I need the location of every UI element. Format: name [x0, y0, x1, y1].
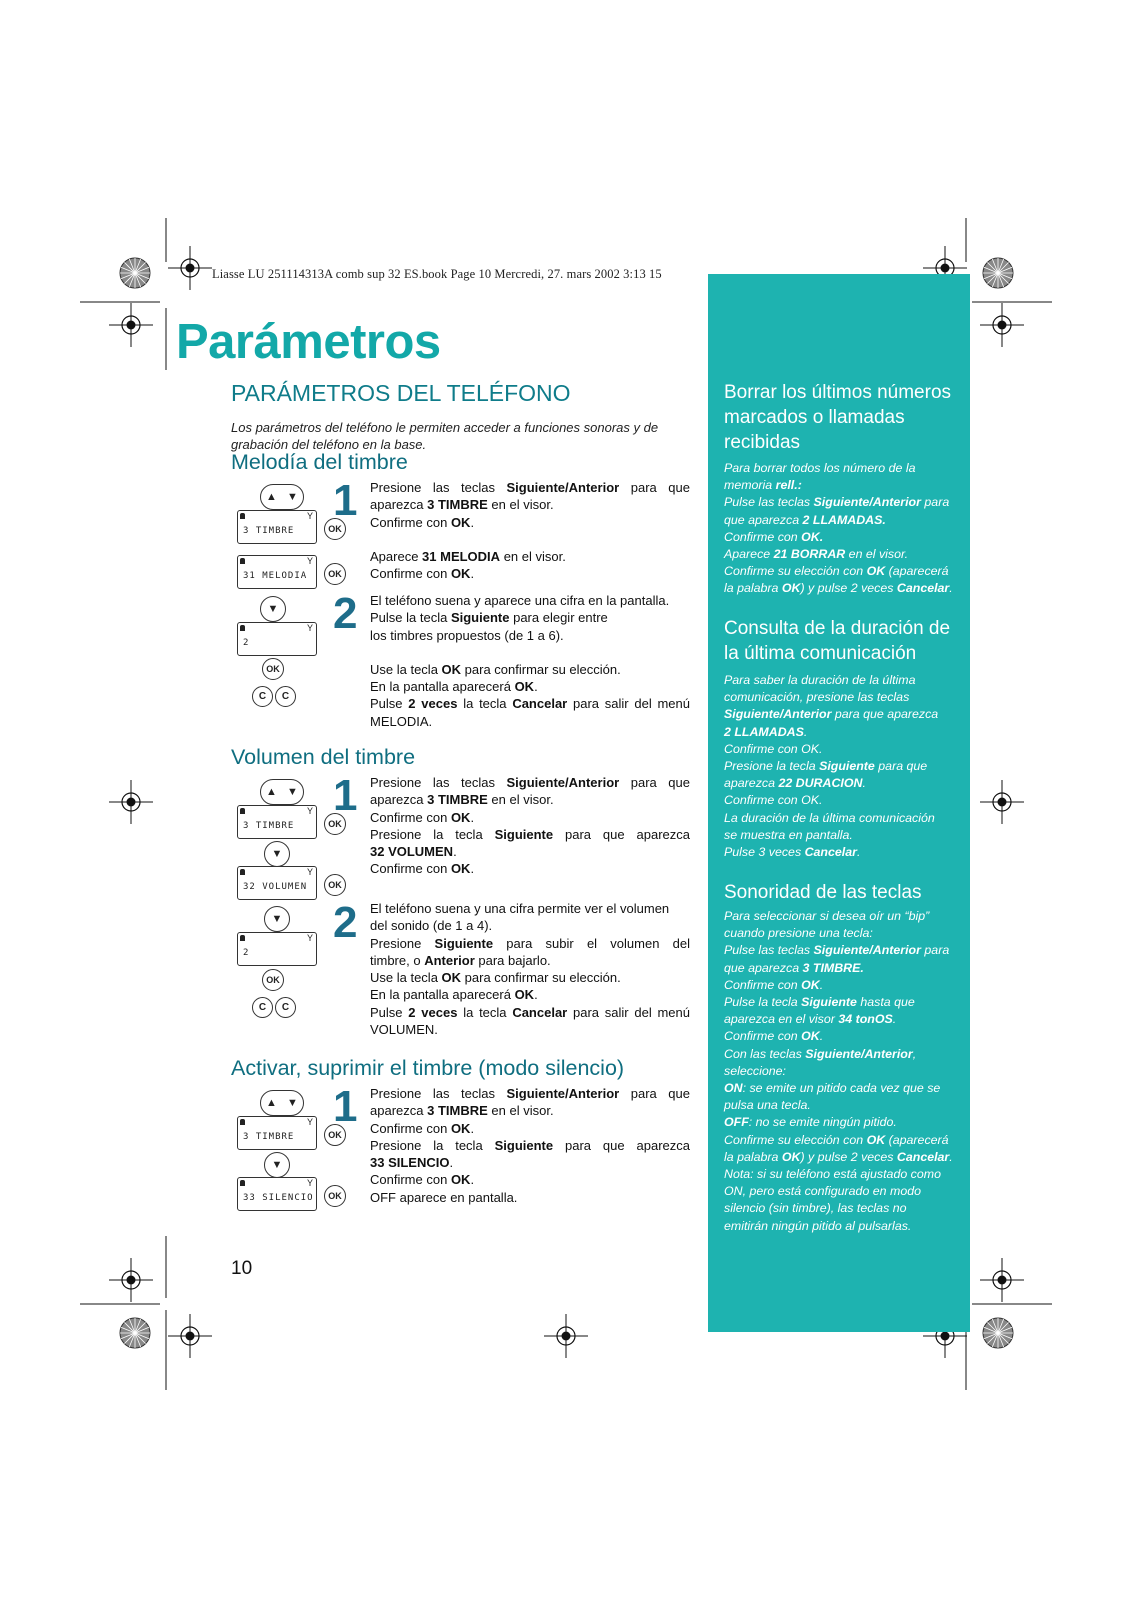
sidebar-text-borrar: Para borrar todos los número de la memoria rell.: Pulse las teclas Siguiente/Anterior para que aparezca 2 LLAMADAS. Confirme con OK. Aparece 21 BORRAR en el visor. Confirme su elección con OK (aparecerá la palabra OK) y pulse 2 veces Cancelar. [724, 461, 953, 596]
lcd-display [237, 805, 317, 839]
antenna-icon: Y [306, 511, 313, 521]
down-arrow-icon: ▼ [287, 491, 298, 503]
volumen-title: Volumen del timbre [231, 745, 416, 769]
antenna-icon: Y [306, 867, 313, 877]
cancel-keys [252, 997, 296, 1021]
sidebar-text-duracion: Para saber la duración de la última comunicación, presione las teclas Siguiente/Anterior para que aparezca 2 LLAMADAS. Confirme con OK. Presione la tecla Siguiente para que aparezca 22 DURACION. Confirme con OK. La duración de la última comunicación se muestra en pantalla. Pulse 3 veces Cancelar. [724, 673, 939, 860]
step-number: 2 [333, 589, 358, 638]
down-arrow-icon: ▼ [271, 913, 283, 925]
antenna-icon: Y [306, 806, 313, 816]
cancel-keys [252, 686, 296, 710]
crosshair-mark [980, 303, 1024, 347]
lcd-display [237, 510, 317, 544]
print-header: Liasse LU 251114313A comb sup 32 ES.book Page 10 Mercredi, 27. mars 2002 3:13 15 [212, 267, 662, 281]
antenna-icon: Y [306, 1178, 313, 1188]
step-number: 1 [333, 476, 358, 525]
lock-icon [240, 513, 245, 519]
star-mark [120, 1318, 150, 1348]
ok-key: OK [324, 1185, 346, 1207]
crosshair-mark [109, 1258, 153, 1302]
lock-icon [240, 1180, 245, 1186]
ok-key: OK [324, 563, 346, 585]
ok-key: OK [262, 658, 284, 680]
sidebar-heading-sonoridad: Sonoridad de las teclas [724, 882, 922, 903]
nav-key [260, 1090, 304, 1116]
crosshair-mark [168, 246, 212, 290]
step-number: 1 [333, 1082, 358, 1131]
down-arrow-icon: ▼ [271, 848, 283, 860]
crosshair-mark [109, 780, 153, 824]
antenna-icon: Y [306, 623, 313, 633]
lcd-text: 2 [243, 638, 250, 648]
lcd-display [237, 1177, 317, 1211]
ok-key: OK [262, 969, 284, 991]
melodia-step1-text: Presione las teclas Siguiente/Anterior para que aparezca 3 TIMBRE en el visor. Confirme con OK. Aparece 31 MELODIA en el visor. Confirme con OK. [370, 480, 690, 582]
c-key: C [275, 997, 296, 1018]
down-key [264, 841, 290, 867]
ok-key: OK [324, 518, 346, 540]
ok-key: OK [324, 874, 346, 896]
lock-icon [240, 558, 245, 564]
crosshair-mark [544, 1314, 588, 1358]
lcd-display [237, 622, 317, 656]
star-mark [983, 1318, 1013, 1348]
nav-key [260, 779, 304, 805]
down-arrow-icon: ▼ [267, 603, 279, 615]
sidebar-text-sonoridad: Para seleccionar si desea oír un “bip” cuando presione una tecla: Pulse las teclas Siguiente/Anterior para que aparezca 3 TIMBRE. Confirme con OK. Pulse la tecla Siguiente hasta que aparezca en el visor 34 tonOS. Confirme con OK. Con las teclas Siguiente/Anterior, seleccione: ON: se emite un pitido cada vez que se pulsa una tecla. OFF: no se emite ningún pitido. Confirme su elección con OK (aparecerá la palabra OK) y pulse 2 veces Cancelar. Nota: si su teléfono está ajustado como ON, pero está configurado en modo silencio (sin timbre), las teclas no emitirán ningún pitido al pulsarlas. [724, 909, 953, 1233]
lock-icon [240, 935, 245, 941]
down-arrow-icon: ▼ [271, 1159, 283, 1171]
down-key [264, 906, 290, 932]
lcd-text: 3 TIMBRE [243, 1132, 295, 1142]
down-key [264, 1152, 290, 1178]
ok-key: OK [324, 1124, 346, 1146]
antenna-icon: Y [306, 933, 313, 943]
lcd-display [237, 555, 317, 589]
antenna-icon: Y [306, 1117, 313, 1127]
lock-icon [240, 808, 245, 814]
silencio-step1-text: Presione las teclas Siguiente/Anterior para que aparezca 3 TIMBRE en el visor. Confirme con OK. Presione la tecla Siguiente para que aparezca 33 SILENCIO. Confirme con OK. OFF aparece en pantalla. [370, 1086, 690, 1205]
down-arrow-icon: ▼ [287, 1097, 298, 1109]
c-key: C [252, 686, 273, 707]
volumen-step1-text: Presione las teclas Siguiente/Anterior para que aparezca 3 TIMBRE en el visor. Confirme con OK. Presione la tecla Siguiente para que aparezca 32 VOLUMEN. Confirme con OK. [370, 775, 690, 877]
silencio-title: Activar, suprimir el timbre (modo silencio) [231, 1056, 625, 1080]
star-mark [983, 258, 1013, 288]
lcd-text: 31 MELODIA [243, 571, 308, 581]
crosshair-mark [168, 1314, 212, 1358]
lock-icon [240, 1119, 245, 1125]
up-arrow-icon: ▲ [266, 786, 277, 798]
ok-key: OK [324, 813, 346, 835]
crosshair-mark [109, 303, 153, 347]
lcd-display [237, 1116, 317, 1150]
lock-icon [240, 625, 245, 631]
page-number: 10 [231, 1258, 253, 1279]
crosshair-mark [980, 780, 1024, 824]
step-number: 2 [333, 898, 358, 947]
sidebar-heading-duracion: Consulta de la duración de la última comunicación [724, 618, 951, 664]
lcd-text: 3 TIMBRE [243, 821, 295, 831]
down-key [260, 596, 286, 622]
sidebar-heading-borrar: Borrar los últimos números marcados o llamadas recibidas [724, 382, 952, 453]
c-key: C [275, 686, 296, 707]
lock-icon [240, 869, 245, 875]
lcd-text: 2 [243, 948, 250, 958]
step-number: 1 [333, 771, 358, 820]
lcd-display [237, 932, 317, 966]
up-arrow-icon: ▲ [266, 1097, 277, 1109]
nav-key [260, 484, 304, 510]
melodia-step2-text: El teléfono suena y aparece una cifra en la pantalla. Pulse la tecla Siguiente para elegir entre los timbres propuestos (de 1 a 6). Use la tecla OK para confirmar su elección. En la pantalla aparecerá OK. Pulse 2 veces la tecla Cancelar para salir del menú MELODIA. [370, 593, 690, 729]
star-mark [120, 258, 150, 288]
lcd-display [237, 866, 317, 900]
melodia-title: Melodía del timbre [231, 450, 408, 474]
lcd-text: 3 TIMBRE [243, 526, 295, 536]
intro-text: Los parámetros del teléfono le permiten acceder a funciones sonoras y de grabación del teléfono en la base. [231, 420, 659, 452]
crosshair-mark [980, 1258, 1024, 1302]
lcd-text: 33 SILENCIO [243, 1193, 314, 1203]
c-key: C [252, 997, 273, 1018]
volumen-step2-text: El teléfono suena y una cifra permite ver el volumen del sonido (de 1 a 4). Presione Siguiente para subir el volumen del timbre, o Anterior para bajarlo. Use la tecla OK para confirmar su elección. En la pantalla aparecerá OK. Pulse 2 veces la tecla Cancelar para salir del menú VOLUMEN. [370, 901, 690, 1038]
down-arrow-icon: ▼ [287, 786, 298, 798]
lcd-text: 32 VOLUMEN [243, 882, 308, 892]
antenna-icon: Y [306, 556, 313, 566]
page-title: Parámetros [176, 315, 441, 369]
section-title: PARÁMETROS DEL TELÉFONO [231, 380, 571, 406]
up-arrow-icon: ▲ [266, 491, 277, 503]
